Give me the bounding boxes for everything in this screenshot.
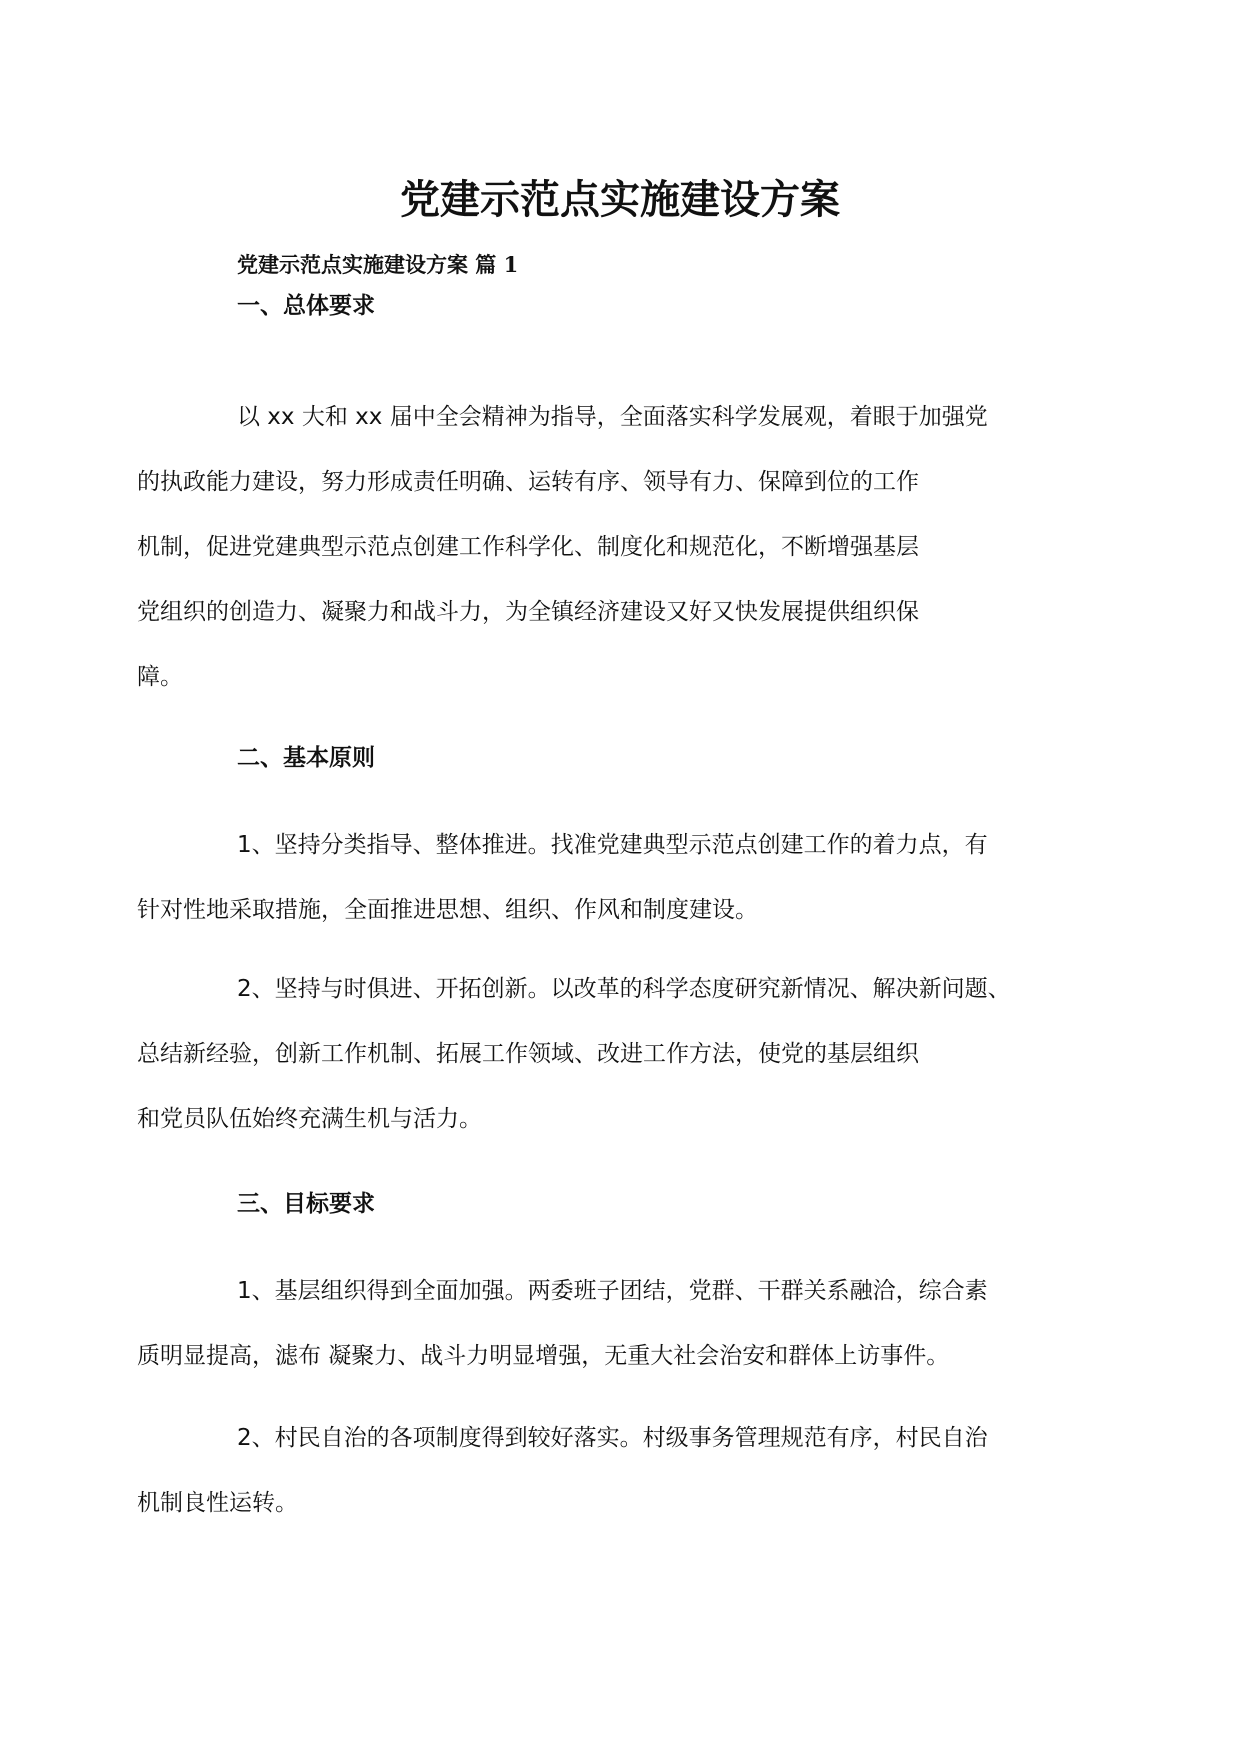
paragraph-general-requirements	[137, 385, 1057, 710]
section-heading-basic-principles: 二、基本原则	[237, 745, 375, 771]
paragraph-target-2	[137, 1406, 1057, 1536]
paragraph-principle-2	[137, 957, 1057, 1152]
paragraph-line: 1、基层组织得到全面加强。两委班子团结，党群、干群关系融洽，综合素	[237, 1278, 988, 1304]
paragraph-line: 和党员队伍始终充满生机与活力。	[137, 1106, 482, 1132]
paragraph-line: 1、坚持分类指导、整体推进。找准党建典型示范点创建工作的着力点，有	[237, 832, 988, 858]
paragraph-line: 以 xx 大和 xx 届中全会精神为指导，全面落实科学发展观，着眼于加强党	[237, 404, 988, 430]
paragraph-line: 2、坚持与时俱进、开拓创新。以改革的科学态度研究新情况、解决新问题、	[237, 976, 1011, 1002]
paragraph-principle-1	[137, 813, 1057, 943]
section-heading-general-requirements: 一、总体要求	[237, 293, 375, 319]
paragraph-target-1	[137, 1259, 1057, 1389]
paragraph-line: 针对性地采取措施，全面推进思想、组织、作风和制度建设。	[137, 897, 758, 923]
document-subtitle: 党建示范点实施建设方案 篇 1	[237, 252, 519, 277]
paragraph-line: 党组织的创造力、凝聚力和战斗力，为全镇经济建设又好又快发展提供组织保	[137, 599, 919, 625]
paragraph-line: 机制，促进党建典型示范点创建工作科学化、制度化和规范化，不断增强基层	[137, 534, 919, 560]
paragraph-line: 机制良性运转。	[137, 1490, 298, 1516]
paragraph-line: 障。	[137, 664, 183, 690]
section-heading-target-requirements: 三、目标要求	[237, 1191, 375, 1217]
document-title: 党建示范点实施建设方案	[400, 176, 840, 223]
paragraph-line: 总结新经验，创新工作机制、拓展工作领域、改进工作方法，使党的基层组织	[137, 1041, 919, 1067]
paragraph-line: 2、村民自治的各项制度得到较好落实。村级事务管理规范有序，村民自治	[237, 1425, 988, 1451]
paragraph-line: 质明显提高，滤布 凝聚力、战斗力明显增强，无重大社会治安和群体上访事件。	[137, 1343, 950, 1369]
paragraph-line: 的执政能力建设，努力形成责任明确、运转有序、领导有力、保障到位的工作	[137, 469, 919, 495]
